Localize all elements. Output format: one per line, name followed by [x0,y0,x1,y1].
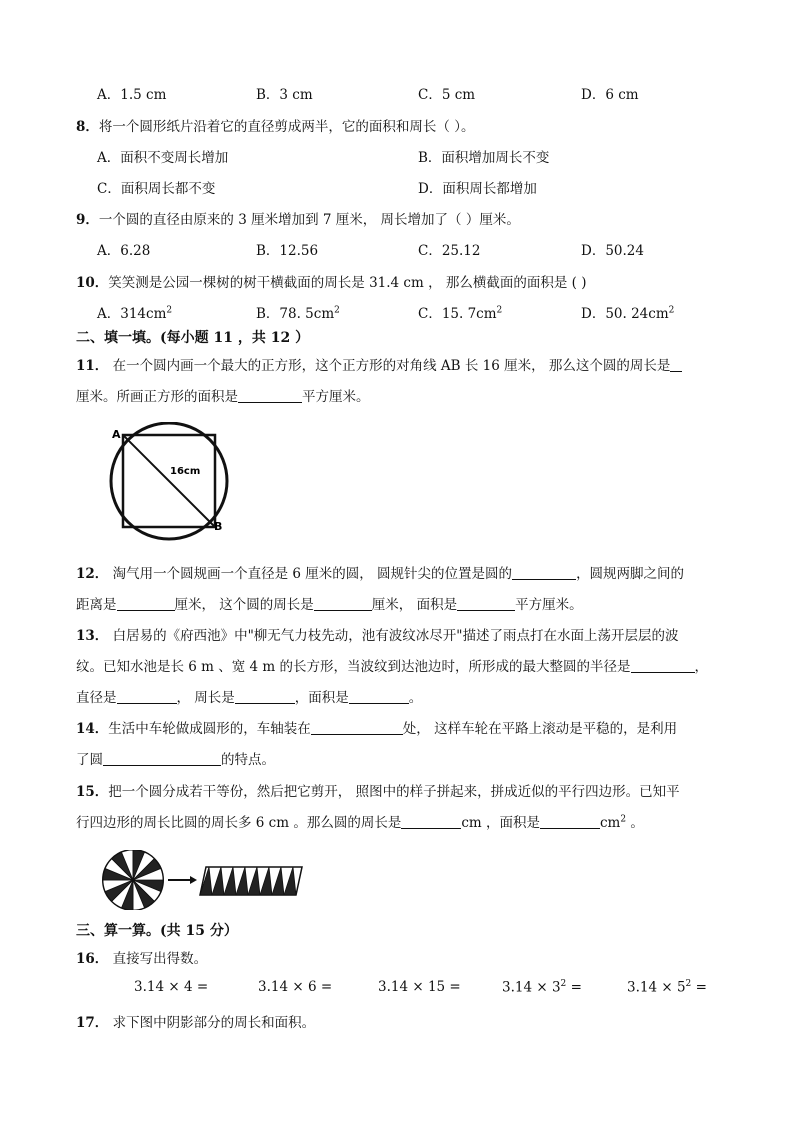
q11-circle-square-figure [104,422,244,542]
q15-parallelogram [200,867,302,895]
q12-blank-4[interactable] [457,596,515,611]
question-11-line-2: 厘米。所画正方形的面积是 平方厘米。 [76,389,370,405]
q15-arrow-head [190,876,197,884]
q15-blank-2[interactable] [540,814,600,829]
question-14-line-1: 14．生活中车轮做成圆形的，车轴装在 处， 这样车轮在平路上滚动是平稳的，是利用 [76,721,678,737]
question-9-number: 9． [76,212,99,228]
q14-blank-1[interactable] [311,720,403,735]
q12-blank-1[interactable] [512,565,576,580]
q7-option-b: B．3 cm [256,87,313,103]
question-13-line-3: 直径是 ， 周长是 ，面积是 。 [76,690,423,706]
question-16: 16． 直接写出得数。 [76,951,208,967]
q11-label-a: A [112,428,121,441]
question-14-number: 14． [76,721,109,737]
question-13-line-2: 纹。已知水池是长 6 m 、宽 4 m 的长方形，当波纹到达池边时，所形成的最大整圆的半径是 ， [76,659,709,675]
q15-circle-to-parallelogram-figure [100,850,305,910]
q8-option-c: C．面积周长都不变 [97,181,216,197]
q13-blank-3[interactable] [235,689,295,704]
q15-sliced-circle [103,850,163,910]
question-17-number: 17． [76,1015,109,1031]
q11-diagonal [123,435,215,527]
question-16-number: 16． [76,951,109,967]
question-12-number: 12． [76,566,109,582]
question-11-line-1: 11． 在一个圆内画一个最大的正方形，这个正方形的对角线 AB 长 16 厘米， 那么这个圆的周长是 [76,354,682,374]
question-11-number: 11． [76,358,109,374]
question-13-number: 13． [76,628,109,644]
q9-option-a: A．6.28 [97,243,151,259]
q11-blank-2[interactable] [238,388,302,403]
q16-item-3: 3.14 × 15 = [378,979,461,995]
question-9 [76,208,520,228]
question-8 [76,115,474,135]
q11-label-b: B [214,520,223,533]
q12-blank-3[interactable] [314,596,372,611]
q16-item-2: 3.14 × 6 = [258,979,333,995]
question-10-text: 笑笑测是公园一棵树的树干横截面的周长是 31.4 cm ， 那么横截面的面积是 ( ) [108,275,587,291]
question-9-text: 一个圆的直径由原来的 3 厘米增加到 7 厘米， 周长增加了（ ）厘米。 [98,212,520,228]
q15-blank-1[interactable] [401,814,461,829]
q9-option-b: B．12.56 [256,243,319,259]
q7-option-a: A．1.5 cm [97,87,167,103]
q10-option-b: B．78. $5cm^2$ [256,305,340,322]
question-13-line-1: 13． 白居易的《府西池》中"柳无气力枝先动，池有波纹冰尽开"描述了雨点打在水面上荡开层层的波 [76,628,679,644]
question-15-number: 15． [76,784,109,800]
q11-blank-1[interactable] [670,357,682,372]
q8-option-a: A．面积不变周长增加 [97,150,229,166]
question-17: 17． 求下图中阴影部分的周长和面积。 [76,1015,316,1031]
q14-blank-2[interactable] [103,751,221,766]
q7-option-c: C．5 cm [418,87,476,103]
q16-item-5: $3.14 \times 5^2$ = [627,979,707,996]
q8-option-d: D．面积周长都增加 [418,181,537,197]
q7-option-d: D．6 cm [581,87,639,103]
question-8-text: 将一个圆形纸片沿着它的直径剪成两半，它的面积和周长（ ）。 [98,119,475,135]
q10-option-c: C．15. $7cm^2$ [418,305,503,322]
q13-blank-2[interactable] [117,689,177,704]
q13-blank-1[interactable] [631,658,695,673]
question-12-line-1: 12． 淘气用一个圆规画一个直径是 6 厘米的圆， 圆规针尖的位置是圆的 ，圆规两脚之间的 [76,566,685,582]
question-15-line-1: 15．把一个圆分成若干等份，然后把它剪开， 照图中的样子拼起来，拼成近似的平行四边形。已知平 [76,784,680,800]
question-14-line-2: 了圆 的特点。 [76,752,275,768]
q9-option-d: D．50.24 [581,243,644,259]
question-8-number: 8． [76,119,99,135]
q8-option-b: B．面积增加周长不变 [418,150,550,166]
q16-item-4: $3.14 \times 3^2$ = [502,979,582,996]
q9-option-c: C．25.12 [418,243,481,259]
q12-blank-2[interactable] [117,596,175,611]
q10-option-d: D．50. $24cm^2$ [581,305,675,322]
q10-option-a: A．$314cm^2$ [97,305,173,322]
section-2-heading: 二、填一填。(每小题 11 ，共 12 ） [76,330,310,346]
question-10-number: 10． [76,275,109,291]
question-12-line-2: 距离是 厘米， 这个圆的周长是 厘米， 面积是 平方厘米。 [76,597,583,613]
q13-blank-4[interactable] [349,689,409,704]
q16-item-1: 3.14 × 4 = [134,979,209,995]
question-10 [76,271,587,291]
section-3-heading: 三、算一算。(共 15 分） [76,923,238,939]
q11-label-16cm: 16cm [170,466,201,477]
question-15-line-2: 行四边形的周长比圆的周长多 6 cm 。那么圆的周长是 cm ，面积是 $cm^2$ 。 [76,814,644,831]
